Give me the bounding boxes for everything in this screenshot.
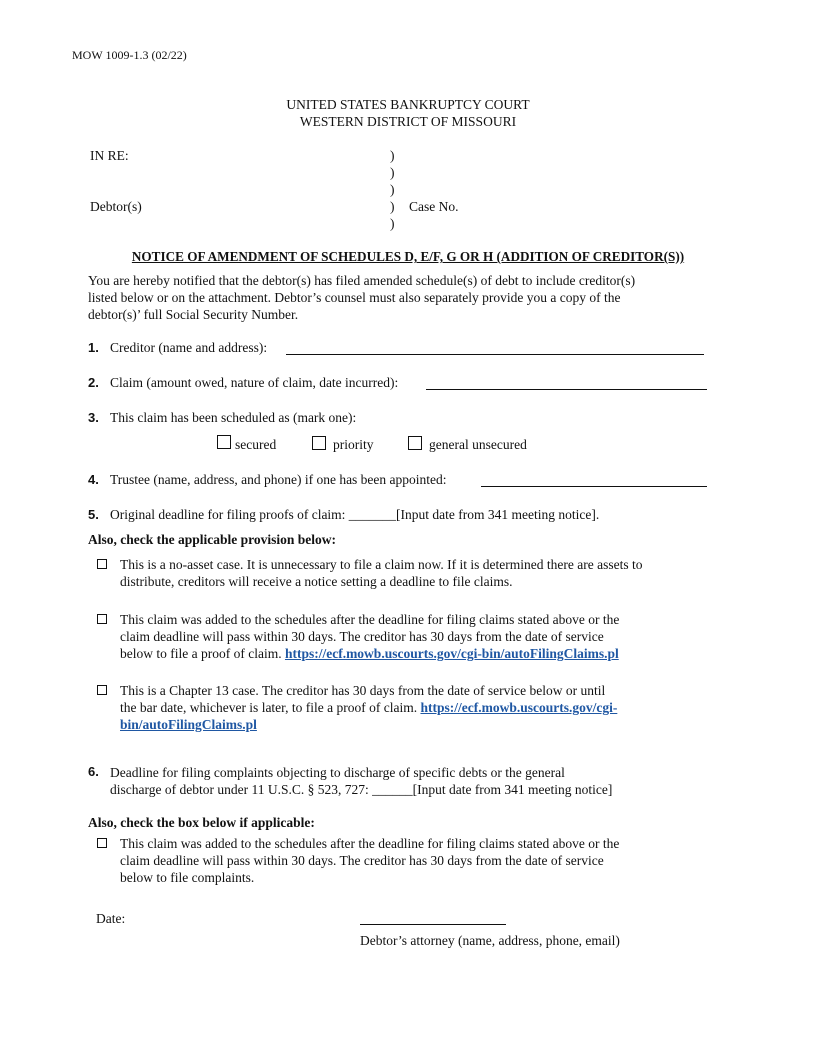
item-number: 1. — [88, 340, 99, 355]
court-district: WESTERN DISTRICT OF MISSOURI — [299, 114, 517, 129]
deadline-claim-text: Original deadline for filing proofs of claim: _______[Input date from 341 meeting notice]. — [110, 507, 600, 522]
general-unsecured-checkbox[interactable] — [408, 436, 422, 450]
late-added-checkbox[interactable] — [97, 614, 107, 624]
complaint-deadline-text: Deadline for filing complaints objecting to discharge of specific debts or the general discharge of debtor under 11 U.S.C. § 523, 727: ______[Input date from 341 meeting notice] — [110, 765, 613, 797]
caption-paren: ) — [390, 148, 395, 163]
file-claim-link[interactable]: https://ecf.mowb.uscourts.gov/cgi-bin/autoFilingClaims.pl — [284, 646, 619, 661]
court-name: UNITED STATES BANKRUPTCY COURT — [286, 97, 530, 112]
claim-field[interactable] — [426, 389, 707, 390]
late-complaint-checkbox[interactable] — [97, 838, 107, 848]
notice-title: NOTICE OF AMENDMENT OF SCHEDULES D, E/F, G OR H (ADDITION OF CREDITOR(S)) — [131, 249, 685, 264]
schedule-label: This claim has been scheduled as (mark one): — [110, 410, 357, 425]
date-label: Date: — [96, 911, 126, 926]
trustee-field[interactable] — [481, 486, 707, 487]
item-number: 5. — [88, 507, 99, 522]
item-number: 6. — [88, 764, 99, 779]
priority-label: priority — [333, 437, 374, 452]
no-asset-checkbox[interactable] — [97, 559, 107, 569]
caption-paren: ) — [390, 165, 395, 180]
creditor-label: Creditor (name and address): — [110, 340, 268, 355]
also-box-heading: Also, check the box below if applicable: — [88, 815, 315, 830]
case-no-label: Case No. — [409, 199, 459, 214]
no-asset-text: This is a no-asset case. It is unnecessary to file a claim now. If it is determined there are assets to distribute, creditors will receive a notice setting a deadline to file claims. — [120, 557, 643, 589]
file-claim-link[interactable]: https://ecf.mowb.uscourts.gov/cgi- — [420, 700, 618, 715]
trustee-label: Trustee (name, address, and phone) if one has been appointed: — [110, 472, 447, 487]
priority-checkbox[interactable] — [312, 436, 326, 450]
intro-text: You are hereby notified that the debtor(s) has filed amended schedule(s) of debt to include creditor(s) listed below or on the attachment. Debtor’s counsel must also separately provide you a copy of the debtor(s)’ full Social Security Number. — [88, 273, 636, 322]
caption-paren: ) — [390, 216, 395, 231]
caption-paren: ) — [390, 199, 395, 214]
caption-paren: ) — [390, 182, 395, 197]
secured-checkbox[interactable] — [217, 435, 231, 449]
in-re-label: IN RE: — [90, 148, 129, 163]
chapter-13-checkbox[interactable] — [97, 685, 107, 695]
item-number: 4. — [88, 472, 99, 487]
chapter-13-text: This is a Chapter 13 case. The creditor has 30 days from the date of service below or until the bar date, whichever is later, to file a proof of claim. https://ecf.mowb.uscourts.gov/cgi- bin/autoFilingClaims.pl — [120, 683, 618, 732]
also-provision-heading: Also, check the applicable provision below: — [88, 532, 337, 547]
item-number: 3. — [88, 410, 99, 425]
claim-label: Claim (amount owed, nature of claim, date incurred): — [110, 375, 399, 390]
item-number: 2. — [88, 375, 99, 390]
attorney-label: Debtor’s attorney (name, address, phone, email) — [360, 933, 620, 948]
general-unsecured-label: general unsecured — [429, 437, 527, 452]
signature-line[interactable] — [360, 924, 506, 925]
secured-label: secured — [235, 437, 277, 452]
late-added-text: This claim was added to the schedules after the deadline for filing claims stated above or the claim deadline will pass within 30 days. The creditor has 30 days from the date of service below to file a proof of claim. https://ecf.mowb.uscourts.gov/cgi-bin/autoFilingClaims.pl — [120, 612, 620, 661]
form-id: MOW 1009-1.3 (02/22) — [72, 48, 187, 62]
file-claim-link-continued[interactable]: bin/autoFilingClaims.pl — [120, 717, 257, 732]
late-complaint-text: This claim was added to the schedules after the deadline for filing claims stated above or the claim deadline will pass within 30 days. The creditor has 30 days from the date of service below to file complaints. — [120, 836, 620, 885]
debtor-label: Debtor(s) — [90, 199, 142, 214]
creditor-field[interactable] — [286, 354, 704, 355]
